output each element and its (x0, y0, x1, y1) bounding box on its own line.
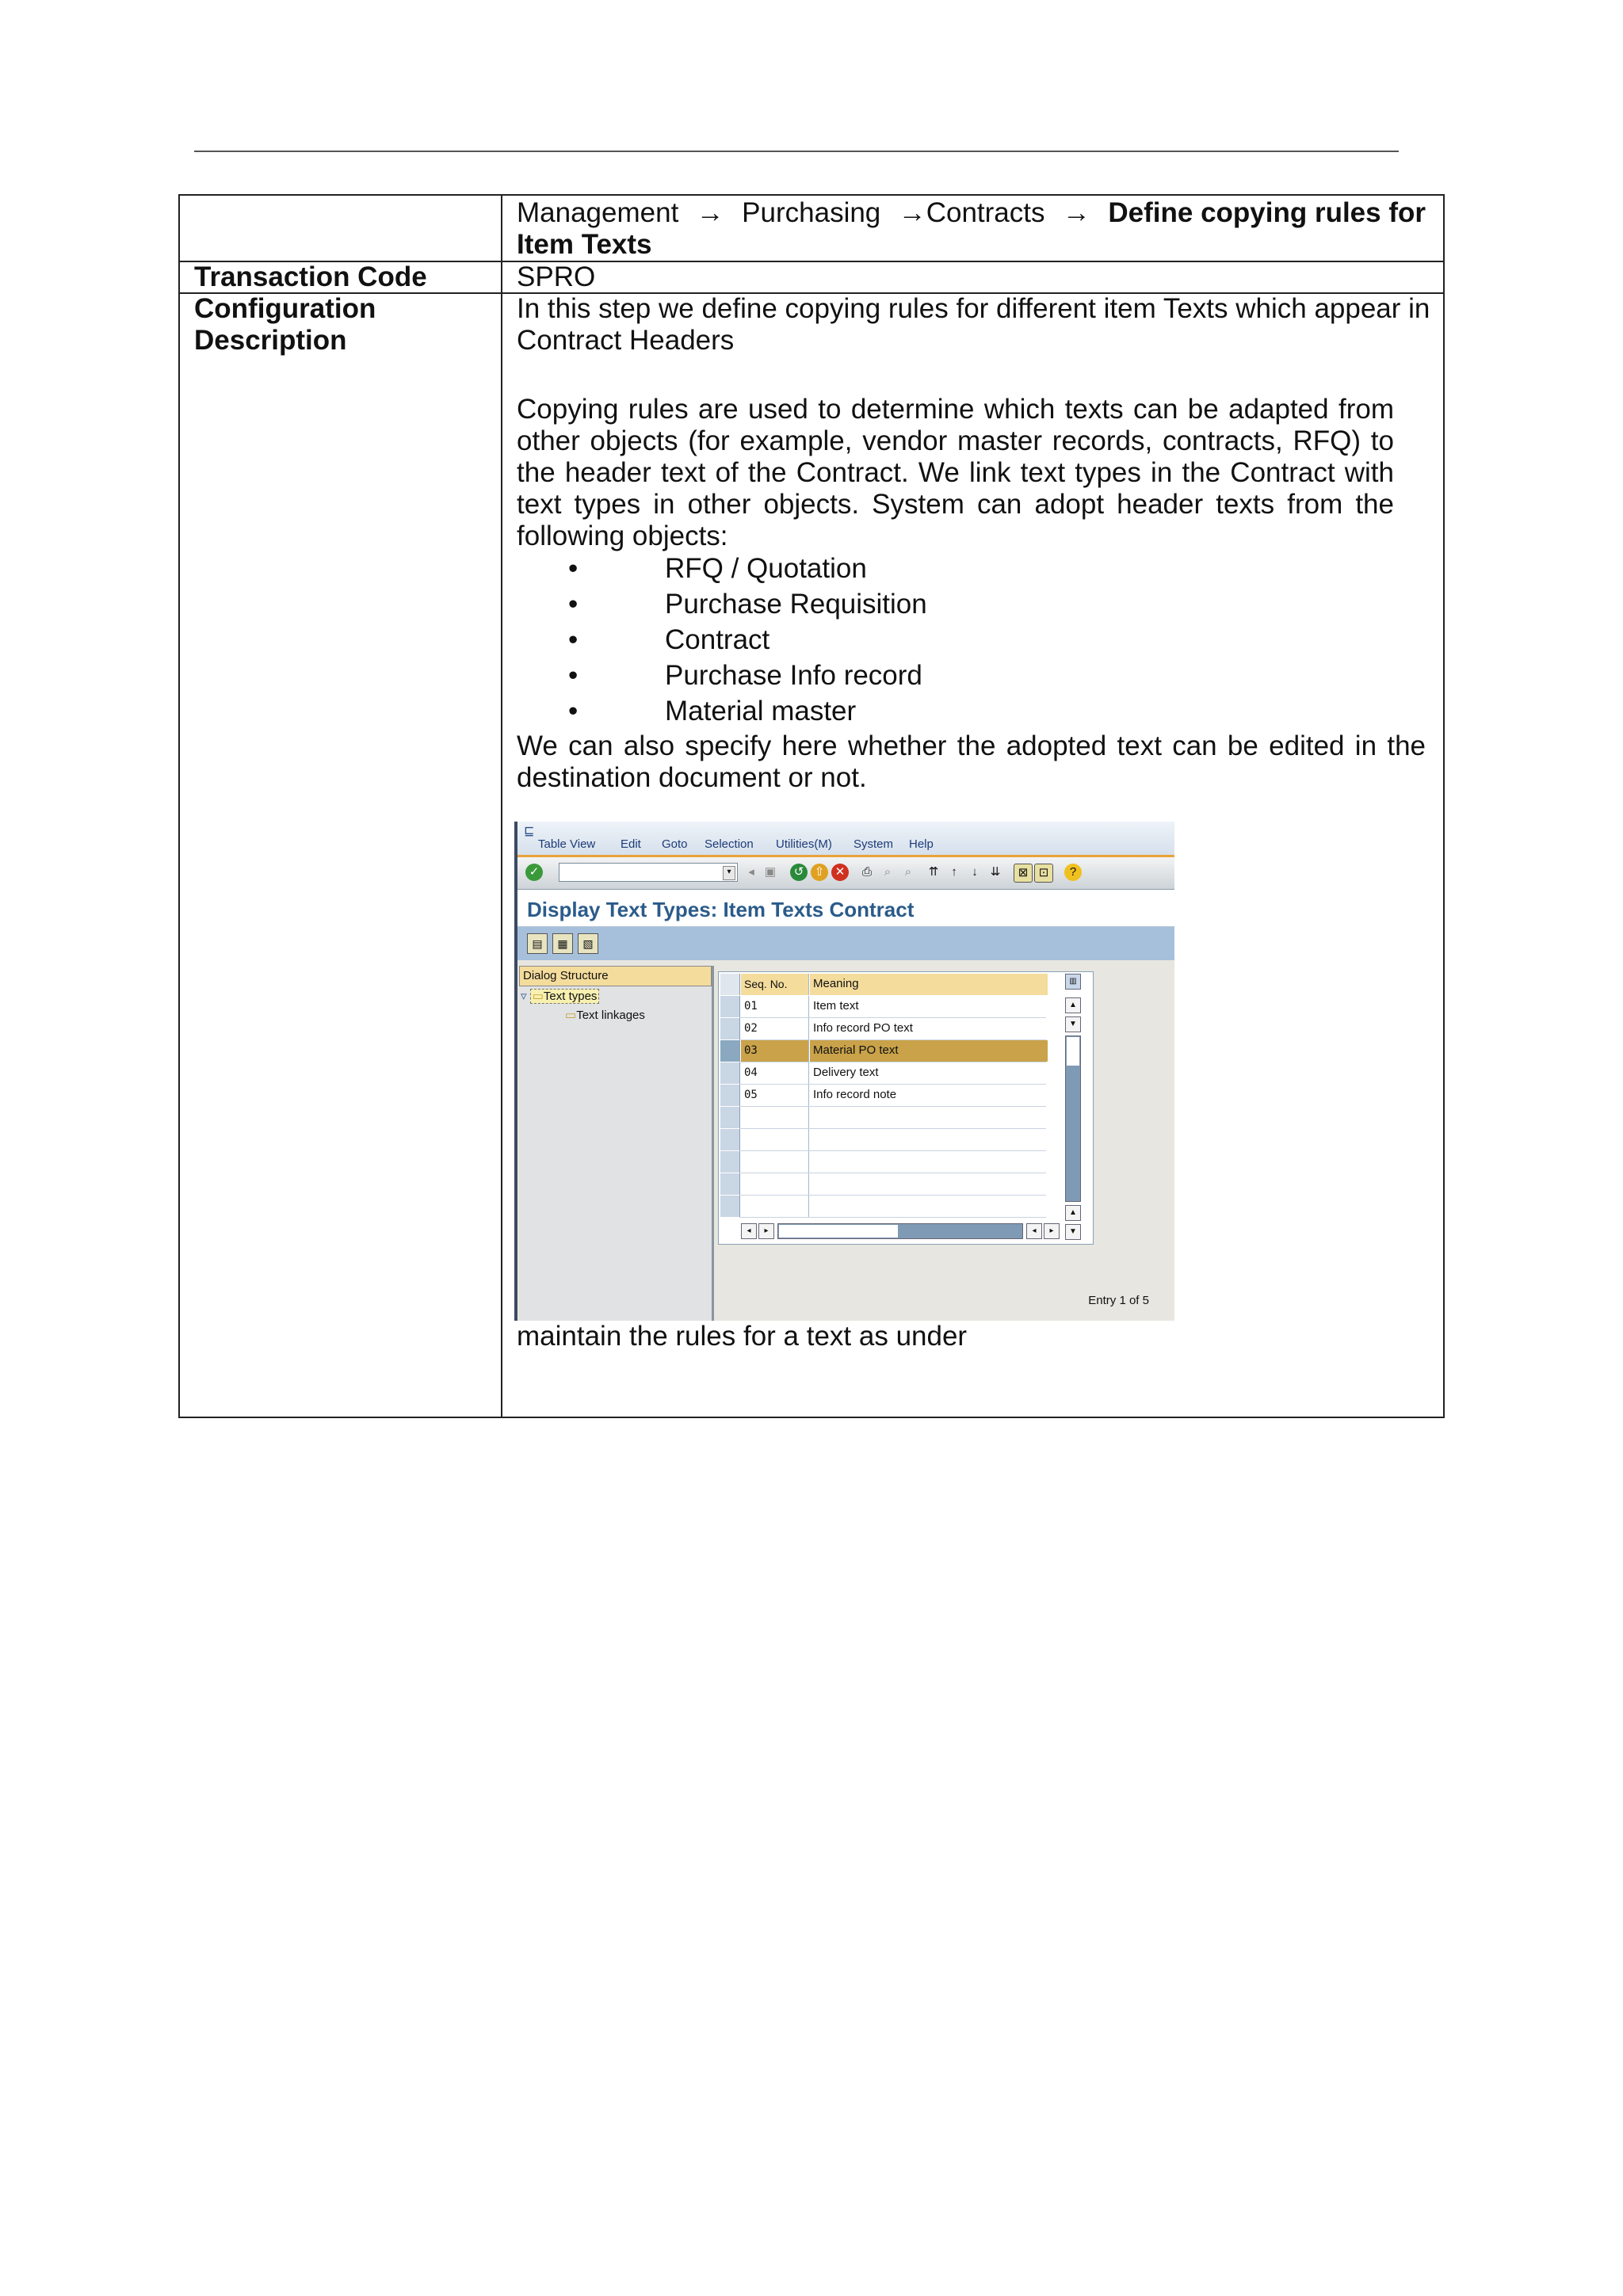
sap-screenshot (514, 822, 1174, 1321)
menu-system[interactable]: System (854, 837, 894, 851)
column-config-icon[interactable]: ▥ (1065, 974, 1081, 990)
folder-open-icon: ▭ (532, 990, 544, 1003)
arrow-icon: →Contracts (898, 197, 1045, 228)
dialog-structure-header: Dialog Structure (519, 966, 712, 986)
back-icon[interactable]: ↺ (790, 864, 808, 881)
menu-table-view[interactable]: Table View (538, 837, 596, 851)
path-management: Management (517, 197, 679, 228)
menu-edit[interactable]: Edit (621, 837, 641, 851)
vertical-scrollbar[interactable] (1065, 972, 1083, 1244)
next-page-icon[interactable]: ↓ (972, 865, 978, 879)
scroll-up-icon[interactable]: ▲ (1065, 1205, 1081, 1221)
transaction-code-value: SPRO (517, 261, 596, 292)
path-step-cont: Item Texts (517, 229, 652, 260)
arrow-icon: → (696, 197, 724, 228)
transaction-code-label: Transaction Code (194, 261, 427, 292)
menu-selection[interactable]: Selection (705, 837, 754, 851)
config-after: We can also specify here whether the adopted text can be edited in the destination document or not. (517, 730, 1426, 793)
config-table: Management → Purchasing →Contracts → Define copying rules for Item Texts Transaction Code SPRO Configuration Description In this step we define copying rules for different item Texts which appear in Contract Headers Copying rules are used to determine which texts can be adapted from other objects (for example, vendor master records, contracts, RFQ) to the header text of the Contract. We link text types in the Contract with text types in other objects. System can adopt header texts from the following objects: • RFQ / Quotation • Purchase Requisition • Contract • Purchase Info record • Material master We can also specify here whether the adopted text can be edited in the destination document or not. maintain the rules for a text as under (178, 194, 1445, 1418)
previous-page-icon[interactable]: ↑ (951, 865, 957, 879)
config-paragraph: Copying rules are used to determine which texts can be adapted from other objects (for example, vendor master records, contracts, RFQ) to the header text of the Contract. We link text types in the Contract with text types in other objects. System can adopt header texts from the following objects: (517, 394, 1394, 551)
scroll-left-icon[interactable]: ◂ (741, 1223, 757, 1239)
expand-icon[interactable]: ▿ (521, 990, 527, 1003)
cancel-icon[interactable]: ✕ (831, 864, 849, 881)
standard-toolbar (517, 857, 1174, 890)
tree-node-text-linkages[interactable]: ▭Text linkages (565, 1009, 645, 1022)
config-intro: In this step we define copying rules for different item Texts which appear in Contract Headers (517, 293, 1430, 356)
screen-title-bar (517, 890, 1174, 927)
command-field[interactable] (559, 863, 738, 882)
new-session-icon[interactable]: ⊠ (1014, 864, 1033, 883)
dialog-structure-panel (519, 966, 714, 1321)
details-icon[interactable]: ▦ (552, 933, 573, 954)
help-icon[interactable]: ? (1064, 864, 1082, 881)
scroll-down-icon[interactable]: ▼ (1065, 1224, 1081, 1240)
hscroll-thumb[interactable] (779, 1225, 898, 1238)
tree-node-text-types[interactable]: ▿ ▭Text types (521, 988, 599, 1005)
path-contracts: Contracts (926, 197, 1045, 228)
entry-counter: Entry 1 of 5 (1088, 1294, 1149, 1307)
shortcut-icon[interactable]: ⊡ (1034, 864, 1053, 883)
find-icon[interactable]: ⌕ (884, 865, 892, 879)
path-step: Define copying rules for (1108, 197, 1426, 228)
column-divider (501, 196, 502, 1417)
menu-utilities[interactable]: Utilities(M) (776, 837, 832, 851)
path-purchasing: Purchasing (742, 197, 881, 228)
scroll-down-icon[interactable]: ▼ (1065, 1016, 1081, 1032)
back-arrow-icon[interactable]: ◂ (748, 865, 754, 879)
header-rule (194, 151, 1399, 152)
scroll-thumb[interactable] (1067, 1037, 1079, 1066)
column-header-seq-no[interactable]: Seq. No. (741, 974, 809, 995)
scroll-up-icon[interactable]: ▲ (1065, 997, 1081, 1013)
menu-bar (517, 822, 1174, 857)
find-next-icon[interactable]: ⌕ (904, 865, 912, 879)
print-icon[interactable]: ⎙ (861, 865, 872, 879)
exit-icon[interactable]: ⇧ (811, 864, 828, 881)
scroll-track[interactable] (1065, 1035, 1081, 1202)
hscroll-track[interactable] (777, 1223, 1023, 1239)
first-page-icon[interactable]: ⇈ (928, 865, 939, 879)
change-display-icon[interactable]: ▤ (527, 933, 548, 954)
scroll-right-icon[interactable]: ▸ (1044, 1223, 1060, 1239)
select-all-icon[interactable]: ▧ (578, 933, 598, 954)
save-icon[interactable]: ▣ (764, 865, 777, 879)
command-dropdown-icon[interactable]: ▾ (723, 866, 735, 880)
enter-icon[interactable]: ✓ (525, 864, 543, 881)
menu-help[interactable]: Help (909, 837, 934, 851)
column-header-meaning[interactable]: Meaning (810, 974, 1048, 995)
folder-icon: ▭ (565, 1009, 577, 1022)
menu-path (517, 197, 1426, 261)
select-all-cell[interactable] (720, 974, 740, 995)
horizontal-scrollbar[interactable] (741, 1223, 1064, 1239)
scroll-right-icon[interactable]: ▸ (758, 1223, 774, 1239)
menu-goto[interactable]: Goto (662, 837, 688, 851)
scroll-left-icon[interactable]: ◂ (1026, 1223, 1042, 1239)
config-closing: maintain the rules for a text as under (517, 1321, 968, 1352)
last-page-icon[interactable]: ⇊ (990, 865, 1001, 879)
menu-icon[interactable]: ⊑ (524, 825, 535, 838)
screen-title: Display Text Types: Item Texts Contract (527, 898, 915, 921)
application-toolbar (517, 927, 1174, 960)
config-label: Configuration Description (194, 293, 376, 356)
arrow-icon: → (1062, 197, 1090, 228)
text-types-table: Seq. No. Meaning 01 Item text 02 Info record PO text 03 Material PO text 04 Delivery text 05 Info record note ▥ ▲ ▼ ▲ ▼ ◂ ▸ ◂ ▸ (718, 971, 1094, 1245)
